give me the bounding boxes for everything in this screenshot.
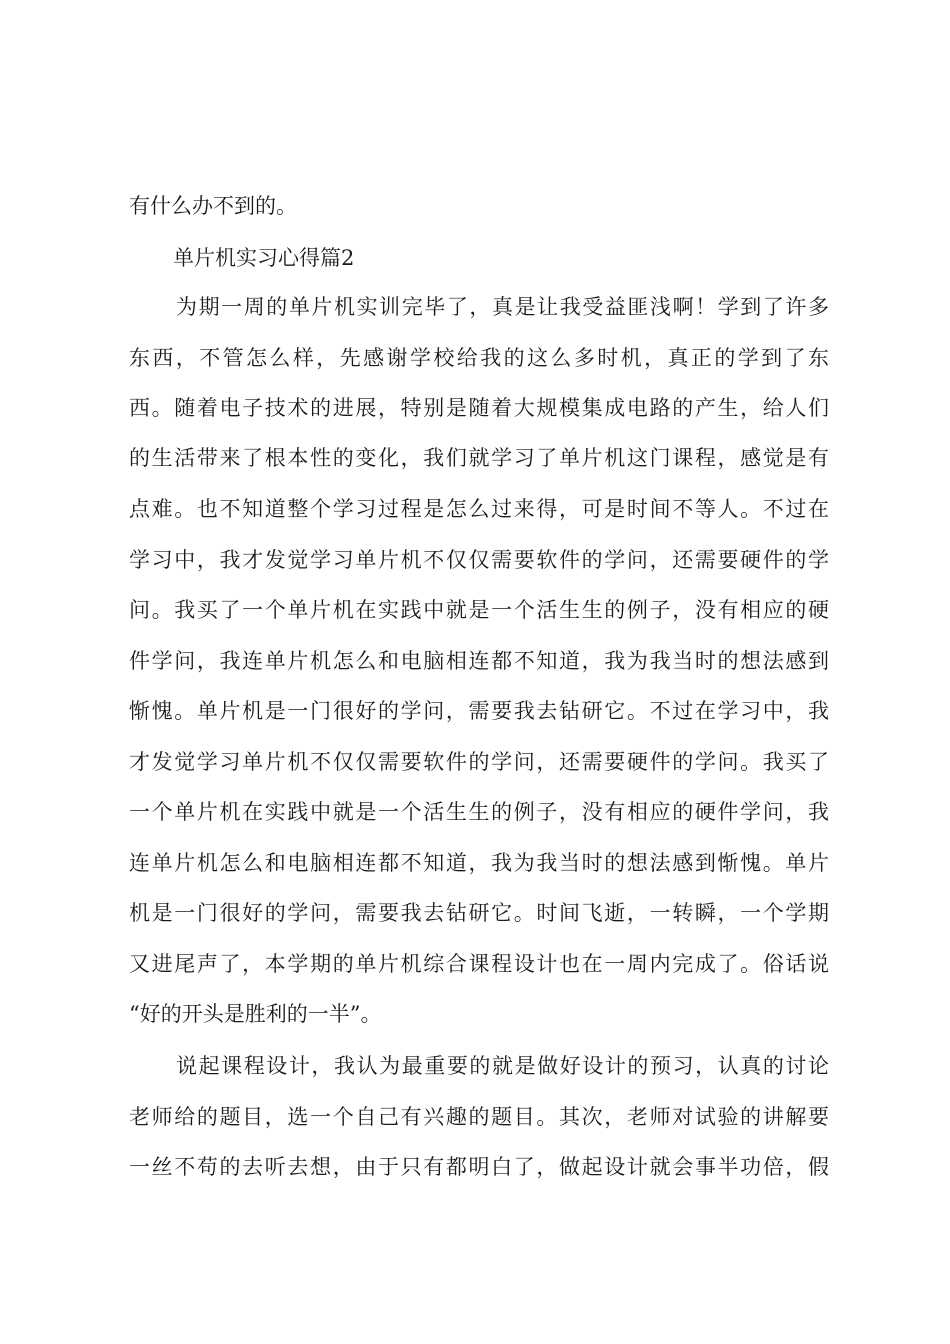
paragraph1-line-5: 点难。也不知道整个学习过程是怎么过来得，可是时间不等人。不过在 (129, 497, 829, 521)
paragraph1-line-6: 学习中，我才发觉学习单片机不仅仅需要软件的学问，还需要硬件的学 (129, 548, 829, 572)
paragraph1-line-13: 机是一门很好的学问，需要我去钻研它。时间飞逝，一转瞬，一个学期 (129, 901, 829, 925)
paragraph1-line-4: 的生活带来了根本性的变化，我们就学习了单片机这门课程，感觉是有 (129, 446, 829, 470)
paragraph1-line-12: 连单片机怎么和电脑相连都不知道，我为我当时的想法感到惭愧。单片 (129, 851, 829, 875)
section-heading: 单片机实习心得篇2 (173, 246, 355, 270)
paragraph1-line-1: 为期一周的单片机实训完毕了，真是让我受益匪浅啊！学到了许多 (176, 295, 829, 319)
paragraph2-line-3: 一丝不苟的去听去想，由于只有都明白了，做起设计就会事半功倍，假 (129, 1155, 829, 1179)
paragraph2-line-1: 说起课程设计，我认为最重要的就是做好设计的预习，认真的讨论 (176, 1054, 829, 1078)
paragraph1-line-3: 西。随着电子技术的进展，特别是随着大规模集成电路的产生，给人们 (129, 396, 829, 420)
paragraph1-line-10: 才发觉学习单片机不仅仅需要软件的学问，还需要硬件的学问。我买了 (129, 750, 829, 774)
paragraph1-line-11: 一个单片机在实践中就是一个活生生的例子，没有相应的硬件学问，我 (129, 800, 829, 824)
opening-line: 有什么办不到的。 (129, 194, 297, 218)
paragraph1-line-9: 惭愧。单片机是一门很好的学问，需要我去钻研它。不过在学习中，我 (129, 699, 829, 723)
paragraph1-line-8: 件学问，我连单片机怎么和电脑相连都不知道，我为我当时的想法感到 (129, 649, 829, 673)
paragraph1-line-7: 问。我买了一个单片机在实践中就是一个活生生的例子，没有相应的硬 (129, 598, 829, 622)
paragraph1-line-15: “好的开头是胜利的一半”。 (129, 1002, 382, 1026)
paragraph1-line-2: 东西，不管怎么样，先感谢学校给我的这么多时机，真正的学到了东 (129, 346, 829, 370)
paragraph2-line-2: 老师给的题目，选一个自己有兴趣的题目。其次，老师对试验的讲解要 (129, 1105, 829, 1129)
paragraph1-line-14: 又进尾声了，本学期的单片机综合课程设计也在一周内完成了。俗话说 (129, 952, 829, 976)
